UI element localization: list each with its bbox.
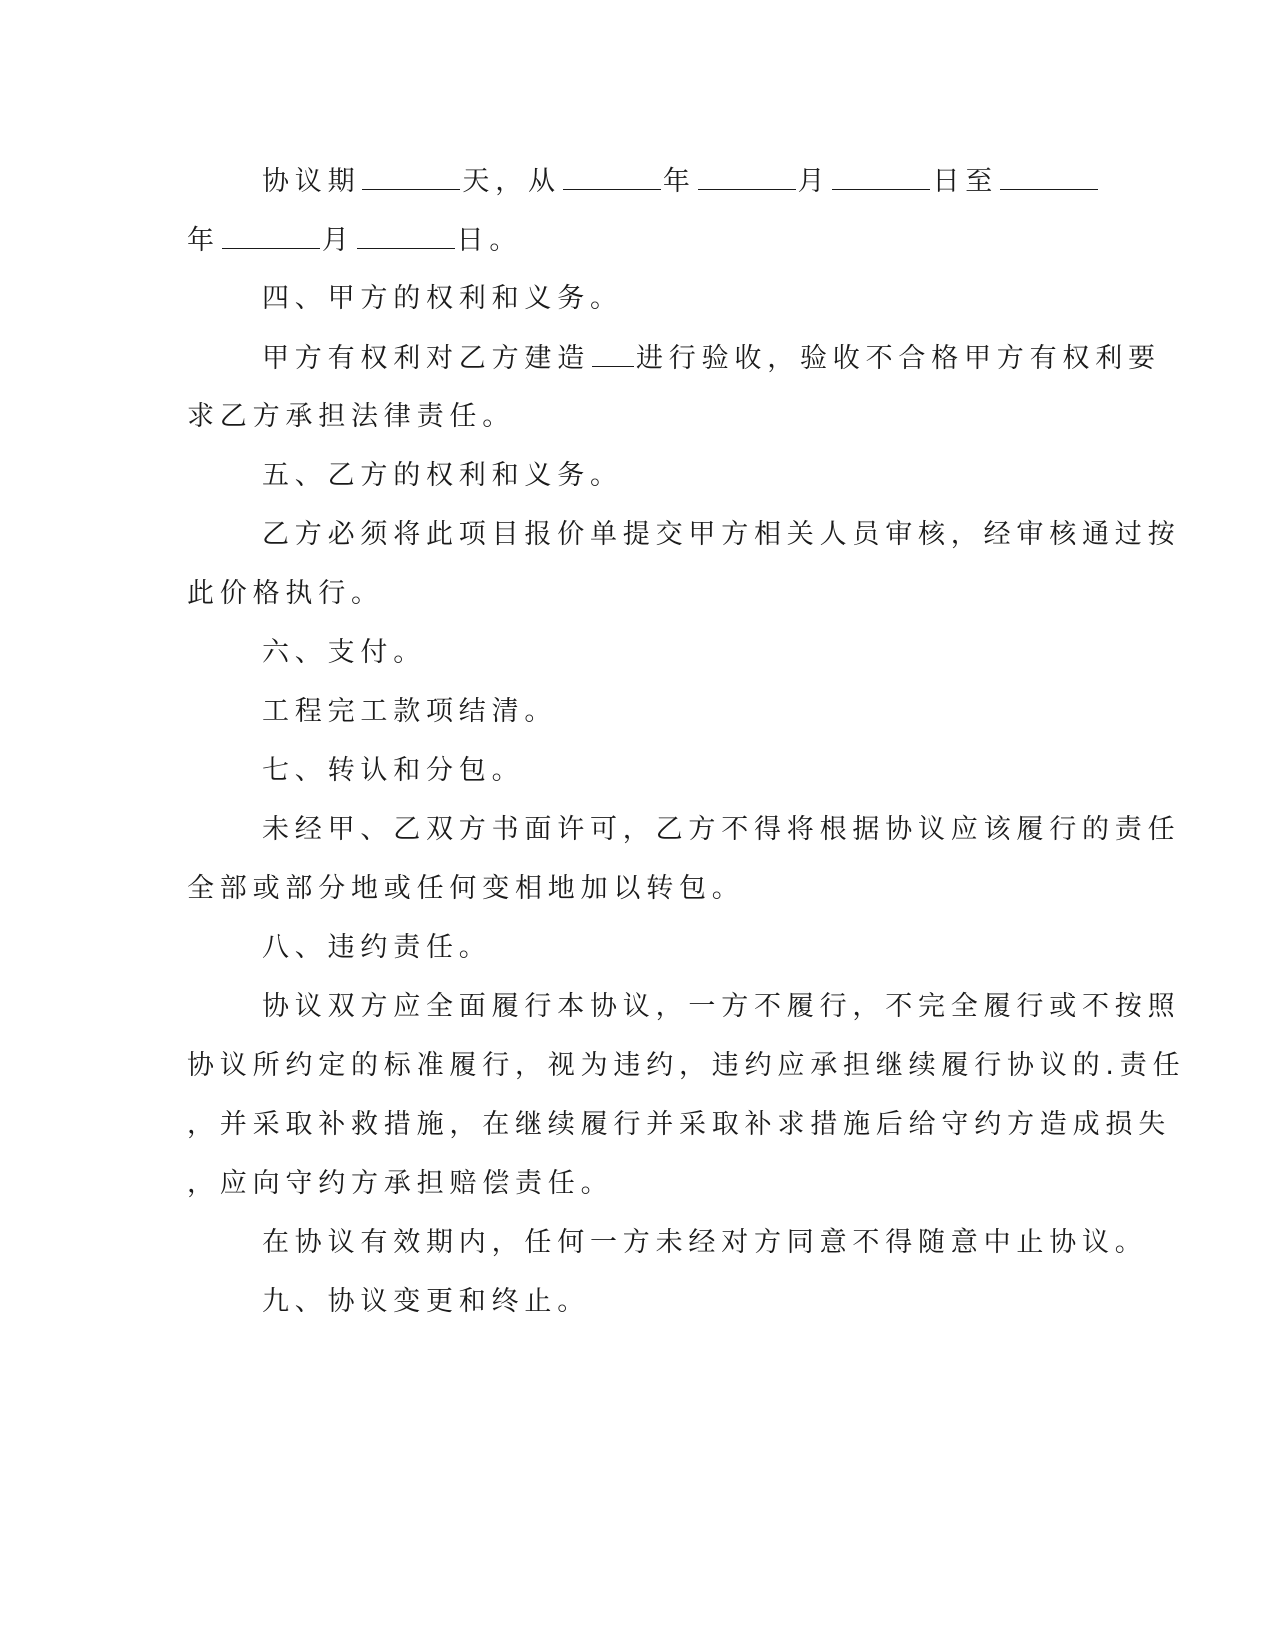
text-segment: 月 xyxy=(797,166,831,197)
section-heading-4: 四、甲方的权利和义务。 xyxy=(262,283,623,314)
section-heading-7: 七、转认和分包。 xyxy=(262,755,525,786)
text-segment: 年 xyxy=(187,225,220,256)
section-heading-9: 九、协议变更和终止。 xyxy=(262,1286,590,1317)
section-heading-6: 六、支付。 xyxy=(262,637,426,668)
start-year-blank[interactable] xyxy=(563,163,661,190)
text-segment: 年 xyxy=(662,166,696,197)
paragraph-line xyxy=(262,340,1162,377)
paragraph-line: 此价格执行。 xyxy=(187,578,384,609)
end-month-blank[interactable] xyxy=(222,222,320,249)
paragraph-line: 协议双方应全面履行本协议，一方不履行，不完全履行或不按照 xyxy=(262,991,1181,1022)
end-day-blank[interactable] xyxy=(357,222,455,249)
text-segment: 协议期 xyxy=(262,166,361,197)
paragraph-line: 乙方必须将此项目报价单提交甲方相关人员审核，经审核通过按 xyxy=(262,519,1181,550)
section-heading-5: 五、乙方的权利和义务。 xyxy=(262,460,623,491)
agreement-period-line xyxy=(262,163,1162,200)
paragraph-line: 全部或部分地或任何变相地加以转包。 xyxy=(187,873,745,904)
start-day-blank[interactable] xyxy=(832,163,930,190)
paragraph-line: 协议所约定的标准履行，视为违约，违约应承担继续履行协议的.责任 xyxy=(187,1050,1186,1081)
text-segment: 月 xyxy=(321,225,355,256)
paragraph-line: ，应向守约方承担赔偿责任。 xyxy=(187,1168,614,1199)
section-heading-8: 八、违约责任。 xyxy=(262,932,492,963)
paragraph-line: 工程完工款项结清。 xyxy=(262,696,558,727)
paragraph-line: 在协议有效期内，任何一方未经对方同意不得随意中止协议。 xyxy=(262,1227,1148,1258)
days-blank[interactable] xyxy=(362,163,460,190)
text-segment: 日。 xyxy=(456,225,523,256)
paragraph-line: 求乙方承担法律责任。 xyxy=(187,401,515,432)
start-month-blank[interactable] xyxy=(698,163,796,190)
project-blank[interactable] xyxy=(592,340,634,367)
text-segment: 天，从 xyxy=(462,166,561,197)
text-segment: 甲方有权利对乙方建造 xyxy=(262,343,590,374)
paragraph-line: ，并采取补救措施，在继续履行并采取补求措施后给守约方造成损失 xyxy=(187,1109,1171,1140)
paragraph-line: 未经甲、乙双方书面许可，乙方不得将根据协议应该履行的责任 xyxy=(262,814,1181,845)
text-segment: 进行验收，验收不合格甲方有权利要 xyxy=(636,343,1161,374)
agreement-end-date-line xyxy=(187,222,1087,259)
text-segment: 日至 xyxy=(932,166,999,197)
end-year-blank[interactable] xyxy=(1000,163,1098,190)
